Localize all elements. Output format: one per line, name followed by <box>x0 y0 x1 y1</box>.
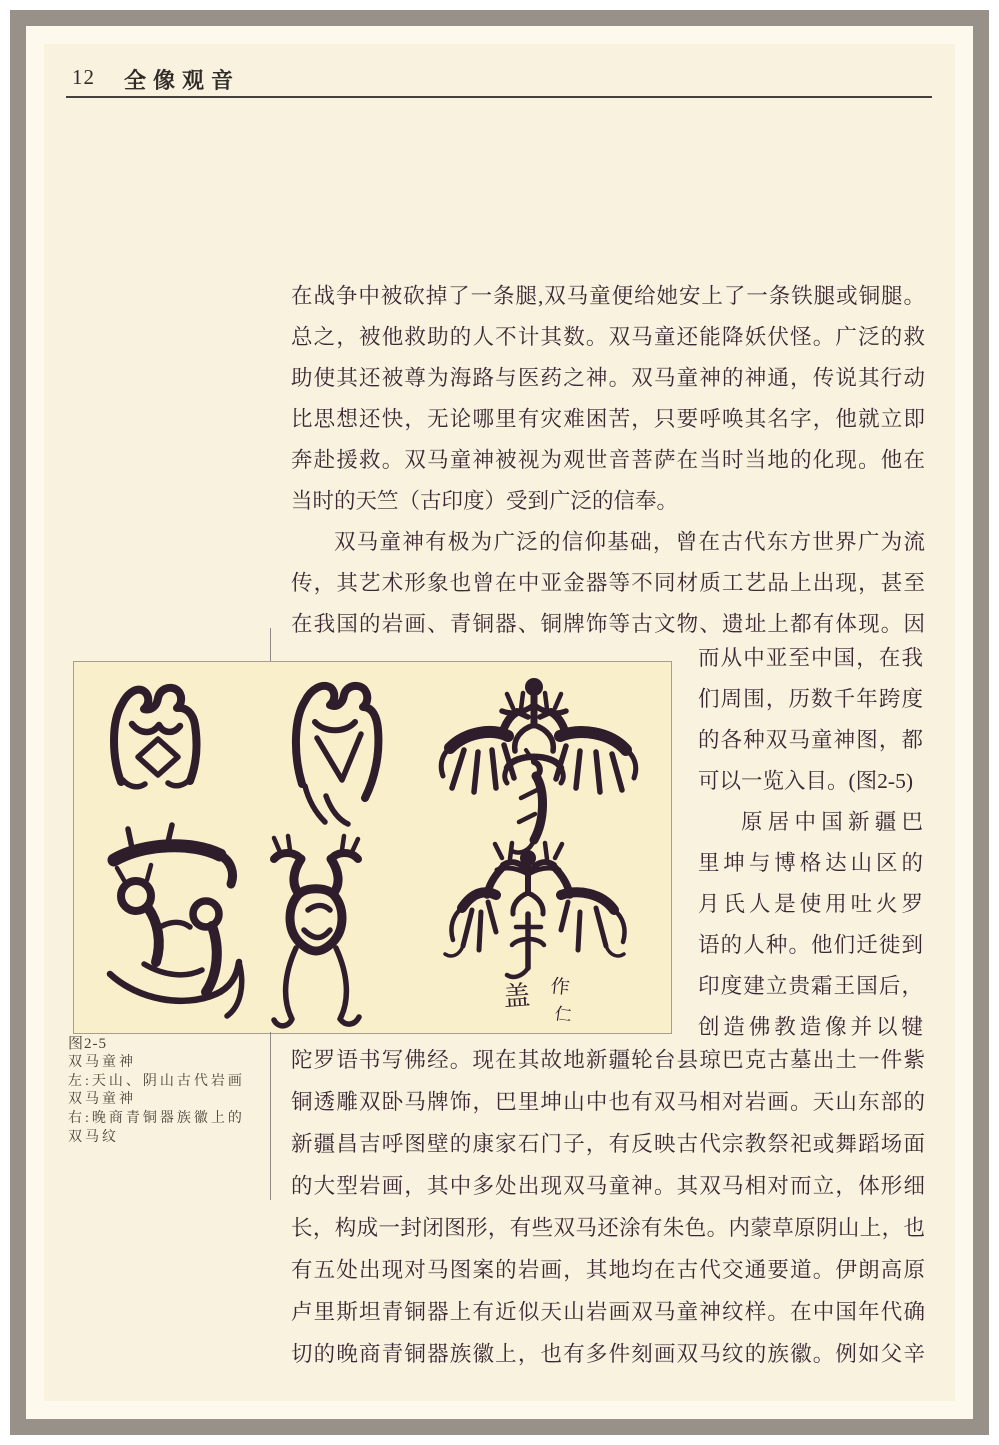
figure-caption-line: 双马纹 <box>68 1129 119 1145</box>
body-text-line: 新疆昌吉呼图壁的康家石门子，有反映古代宗教祭祀或舞蹈场面 <box>291 1132 925 1156</box>
body-text-line: 切的晚商青铜器族徽上，也有多件刻画双马纹的族徽。例如父辛 <box>291 1342 925 1366</box>
body-text-line: 奔赴援救。双马童神被视为观世音菩萨在当时当地的化现。他在 <box>291 448 925 472</box>
twin-horses-with-deity-bronze-emblem <box>445 843 625 1025</box>
book-title: 全像观音 <box>124 68 241 93</box>
body-text-line: 传，其艺术形象也曾在中亚金器等不同材质工艺品上出现，甚至 <box>291 571 925 595</box>
figure-caption-line: 图2-5 <box>68 1036 107 1052</box>
figure-caption-line: 右:晚商青铜器族徽上的 <box>68 1111 245 1127</box>
body-text-line: 在我国的岩画、青铜器、铜牌饰等古文物、遗址上都有体现。因 <box>291 612 925 636</box>
body-text-line: 双马童神有极为广泛的信仰基础，曾在古代东方世界广为流 <box>334 530 925 554</box>
body-text-line: 的各种双马童神图，都 <box>698 728 923 752</box>
body-text-line: 可以一览入目。(图2-5) <box>698 769 913 793</box>
body-text-line: 铜透雕双卧马牌饰，巴里坤山中也有双马相对岩画。天山东部的 <box>291 1090 925 1114</box>
body-text-line: 里坤与博格达山区的 <box>698 851 923 875</box>
inscription-character: 作 <box>549 976 571 999</box>
body-text-line: 助使其还被尊为海路与医药之神。双马童神的神通，传说其行动 <box>291 366 925 390</box>
body-text-line: 原居中国新疆巴 <box>741 810 923 834</box>
book-page <box>44 44 955 1401</box>
body-text-block-1 <box>291 276 925 645</box>
column-rule-above-figure <box>270 628 271 661</box>
inscription-character: 盖 <box>502 980 532 1012</box>
body-text-line: 有五处出现对马图案的岩画，其地均在古代交通要道。伊朗高原 <box>291 1258 925 1282</box>
body-text-line: 比思想还快，无论哪里有灾难困苦，只要呼唤其名字，他就立即 <box>291 407 925 431</box>
header-rule <box>66 96 932 98</box>
figure-caption-line: 双马童神 <box>68 1054 136 1070</box>
petroglyph-emblem-top-left <box>114 688 197 787</box>
twin-horses-with-deity-and-foal <box>441 678 636 853</box>
petroglyph-drawings <box>74 662 671 1033</box>
body-text-line: 总之，被他救助的人不计其数。双马童还能降妖伏怪。广泛的救 <box>291 325 925 349</box>
body-text-line: 印度建立贵霜王国后， <box>698 974 923 998</box>
figure-caption-line: 双马童神 <box>68 1092 136 1108</box>
figure-caption <box>68 1035 296 1148</box>
body-text-line: 创造佛教造像并以犍 <box>698 1015 923 1039</box>
body-text-line: 卢里斯坦青铜器上有近似天山岩画双马童神纹样。在中国年代确 <box>291 1300 925 1324</box>
figure-caption-line: 左:天山、阴山古代岩画 <box>68 1073 245 1089</box>
inscription-character: 仁 <box>553 1004 573 1026</box>
body-text-line: 陀罗语书写佛经。现在其故地新疆轮台县琼巴克古墓出土一件紫 <box>291 1048 925 1072</box>
petroglyph-emblem-top-middle <box>296 686 379 824</box>
figure-2-5-petroglyph-plate <box>73 661 672 1034</box>
page-number: 12 <box>72 65 95 89</box>
petroglyph-horse-pair-bottom-middle <box>274 836 359 1026</box>
body-text-line: 们周围，历数千年跨度 <box>698 687 923 711</box>
body-text-line: 语的人种。他们迁徙到 <box>698 933 923 957</box>
body-text-line: 的大型岩画，其中多处出现双马童神。其双马相对而立，体形细 <box>291 1174 925 1198</box>
body-text-line: 当时的天竺（古印度）受到广泛的信奉。 <box>291 489 679 513</box>
body-text-column-beside-figure <box>698 638 923 1048</box>
petroglyph-beasts-bottom-left <box>110 825 242 1016</box>
body-text-line: 而从中亚至中国，在我 <box>698 646 923 670</box>
body-text-block-2 <box>291 1039 925 1375</box>
body-text-line: 长，构成一封闭图形，有些双马还涂有朱色。内蒙草原阴山上，也 <box>291 1216 925 1240</box>
body-text-line: 在战争中被砍掉了一条腿,双马童便给她安上了一条铁腿或铜腿。 <box>291 284 925 308</box>
body-text-line: 月氏人是使用吐火罗 <box>698 892 923 916</box>
